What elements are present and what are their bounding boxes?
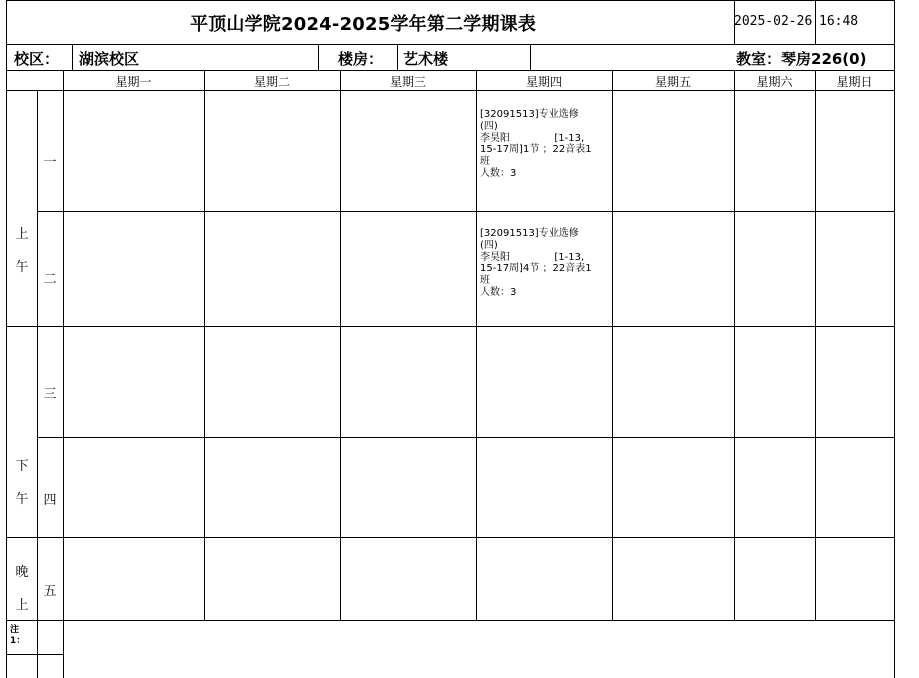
segment-afternoon: 下午 <box>15 459 29 507</box>
day-header-mon: 星期一 <box>115 75 152 89</box>
course-entry[interactable] <box>480 228 612 299</box>
period-4: 四 <box>43 493 57 508</box>
period-5: 五 <box>43 584 57 599</box>
course-name-cont: (四) <box>480 120 498 132</box>
course-name-cont: (四) <box>480 239 498 251</box>
teacher-name: 李昊阳 <box>480 251 510 263</box>
campus-value: 湖滨校区 <box>79 50 140 68</box>
page-title: 平顶山学院2024-2025学年第二学期课表 <box>190 14 537 35</box>
day-header-tue: 星期二 <box>253 75 290 89</box>
print-date: 2025-02-26 <box>734 14 813 29</box>
segment-evening: 晚上 <box>15 565 29 613</box>
day-header-sat: 星期六 <box>756 75 793 89</box>
note-label: 注1： <box>10 625 26 646</box>
course-student-count: 人数：3 <box>480 286 517 298</box>
period-3: 三 <box>43 387 57 402</box>
building-value: 艺术楼 <box>403 50 449 68</box>
print-time: 16:48 <box>819 14 859 29</box>
campus-label: 校区： <box>14 50 60 68</box>
period-1: 一 <box>43 155 57 170</box>
course-student-count: 人数：3 <box>480 167 517 179</box>
period-2: 二 <box>43 272 57 287</box>
day-header-sun: 星期日 <box>836 75 873 89</box>
course-class-tail: 班 <box>480 156 490 168</box>
course-entry[interactable] <box>480 109 612 180</box>
day-header-wed: 星期三 <box>389 75 426 89</box>
segment-morning: 上午 <box>15 227 29 275</box>
course-name: [32091513]专业选修 <box>480 109 579 120</box>
teacher-name: 李昊阳 <box>480 132 510 144</box>
building-label: 楼房： <box>338 50 384 68</box>
course-weeks: [1-13, <box>554 251 585 263</box>
course-name: [32091513]专业选修 <box>480 228 579 239</box>
course-schedule: 15-17周]1节 ；22音表1 <box>480 144 592 156</box>
room-label: 教室：琴房226(0) <box>736 50 867 68</box>
day-header-fri: 星期五 <box>654 75 691 89</box>
course-class-tail: 班 <box>480 275 490 287</box>
course-weeks: [1-13, <box>554 132 585 144</box>
course-schedule: 15-17周]4节 ；22音表1 <box>480 263 592 275</box>
day-header-thu: 星期四 <box>525 75 562 89</box>
